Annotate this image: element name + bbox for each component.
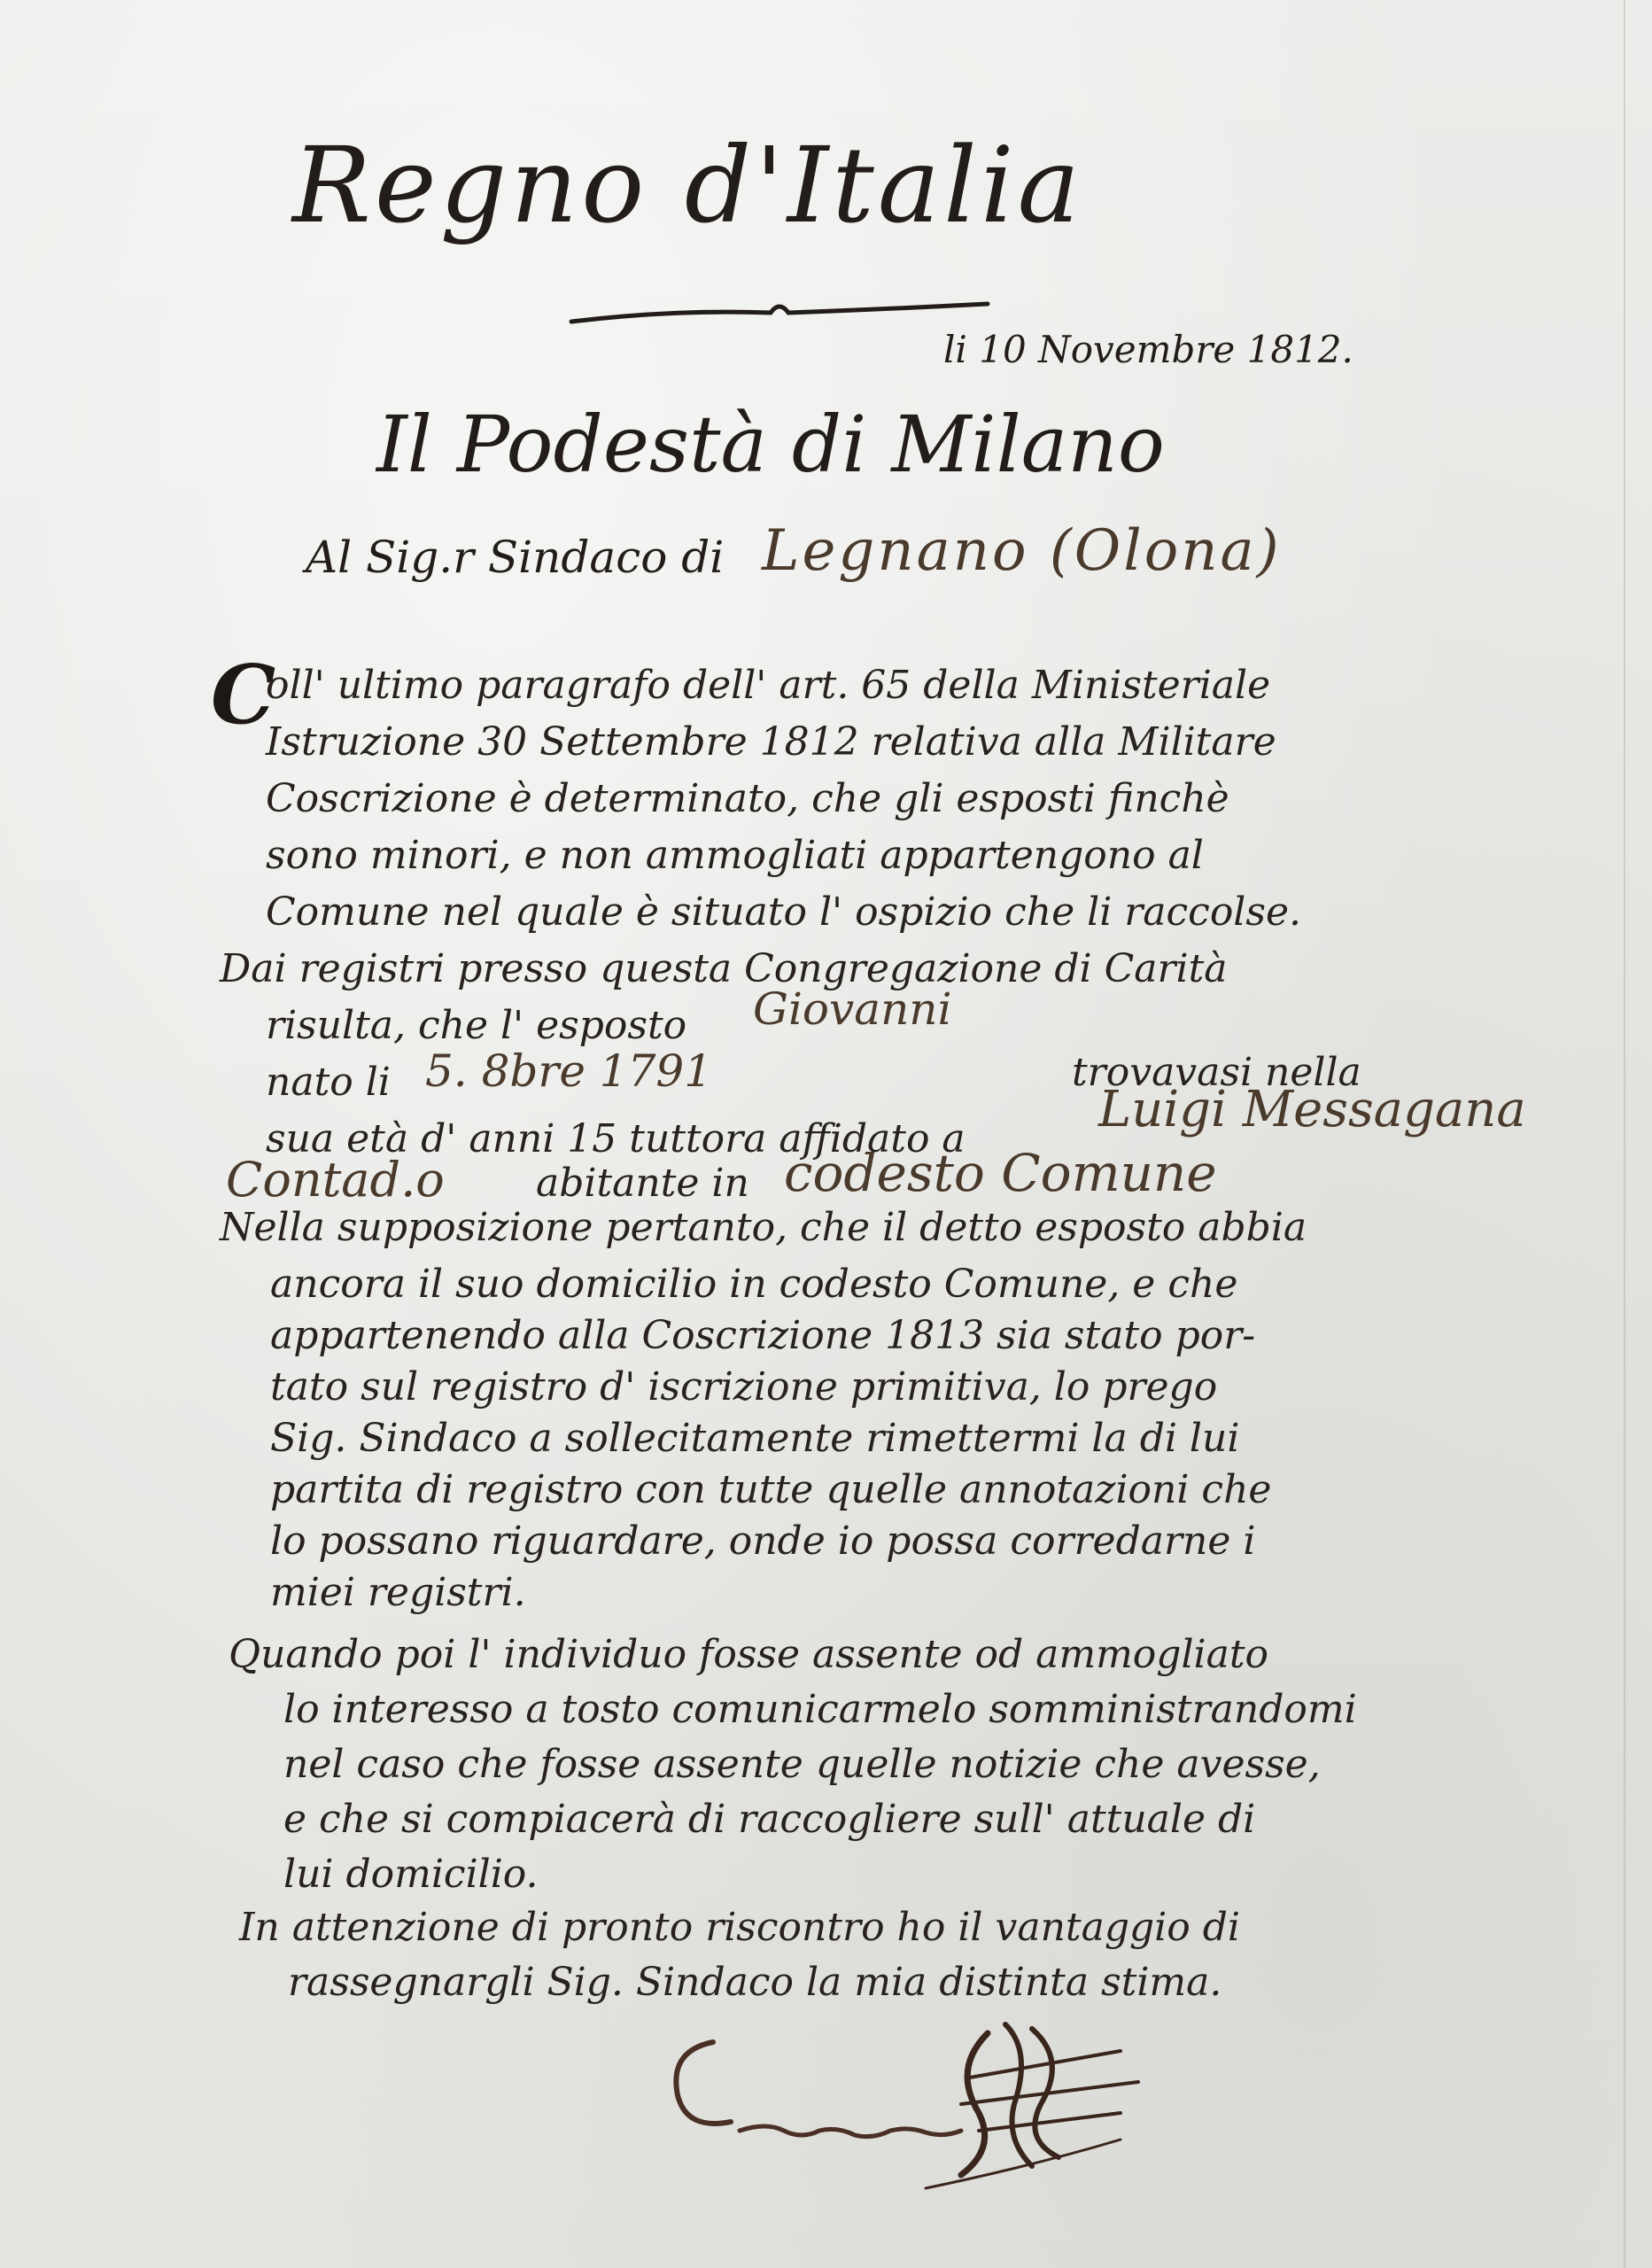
paper-edge <box>1624 0 1625 2268</box>
letterhead-title: Regno d'Italia <box>292 124 1083 246</box>
addressee-label: Al Sig.r Sindaco di <box>306 532 725 583</box>
handwritten-guardian-role: Contad.o <box>226 1152 445 1208</box>
body-line: nato li <box>266 1060 391 1105</box>
body-line: abitante in <box>536 1161 749 1206</box>
title-flourish <box>567 297 992 332</box>
sender-title: Il Podestà di Milano <box>376 399 1165 490</box>
body-line: appartenendo alla Coscrizione 1813 sia stato por- <box>270 1313 1256 1358</box>
body-line: rassegnargli Sig. Sindaco la mia distinta stima. <box>288 1960 1222 2005</box>
body-line: lo possano riguardare, onde io possa corredarne i <box>270 1518 1256 1564</box>
body-line: Nella supposizione pertanto, che il detto esposto abbia <box>220 1205 1307 1250</box>
body-line: Sig. Sindaco a sollecitamente rimettermi la di lui <box>270 1416 1240 1461</box>
letter-date: li 10 Novembre 1812. <box>943 328 1353 371</box>
body-line: tato sul registro d' iscrizione primitiva, lo prego <box>270 1364 1218 1410</box>
body-line: Comune nel quale è situato l' ospizio che li raccolse. <box>266 889 1301 935</box>
body-line: Dai registri presso questa Congregazione di Carità <box>220 946 1228 991</box>
body-line: sono minori, e non ammogliati appartengono al <box>266 833 1204 878</box>
signature <box>660 1998 1174 2202</box>
body-line: In attenzione di pronto riscontro ho il vantaggio di <box>239 1905 1240 1950</box>
body-line: sua età d' anni 15 tuttora affidato a <box>266 1116 966 1161</box>
body-line: nel caso che fosse assente quelle notizie che avesse, <box>283 1742 1321 1787</box>
body-line: e che si compiacerà di raccogliere sull' attuale di <box>283 1797 1256 1842</box>
body-line: risulta, che l' esposto <box>266 1003 687 1048</box>
body-line: miei registri. <box>270 1570 526 1615</box>
body-line: lui domicilio. <box>283 1852 539 1897</box>
body-line: trovavasi nella <box>1072 1050 1361 1095</box>
body-line: Quando poi l' individuo fosse assente od ammogliato <box>229 1632 1269 1677</box>
handwritten-residence: codesto Comune <box>784 1143 1217 1203</box>
body-line: lo interesso a tosto comunicarmelo somministrandomi <box>283 1687 1357 1732</box>
handwritten-birth-date: 5. 8bre 1791 <box>425 1045 713 1097</box>
handwritten-town: Legnano (Olona) <box>762 518 1282 584</box>
body-line: partita di registro con tutte quelle annotazioni che <box>270 1467 1272 1512</box>
body-line: oll' ultimo paragrafo dell' art. 65 della Ministeriale <box>266 663 1271 708</box>
drop-cap: C <box>211 647 276 742</box>
handwritten-guardian: Luigi Messagana <box>1098 1081 1526 1138</box>
body-line: Istruzione 30 Settembre 1812 relativa alla Militare <box>266 719 1276 765</box>
handwritten-name: Giovanni <box>753 983 952 1035</box>
body-line: Coscrizione è determinato, che gli esposti finchè <box>266 776 1229 821</box>
body-line: ancora il suo domicilio in codesto Comune, e che <box>270 1262 1238 1307</box>
